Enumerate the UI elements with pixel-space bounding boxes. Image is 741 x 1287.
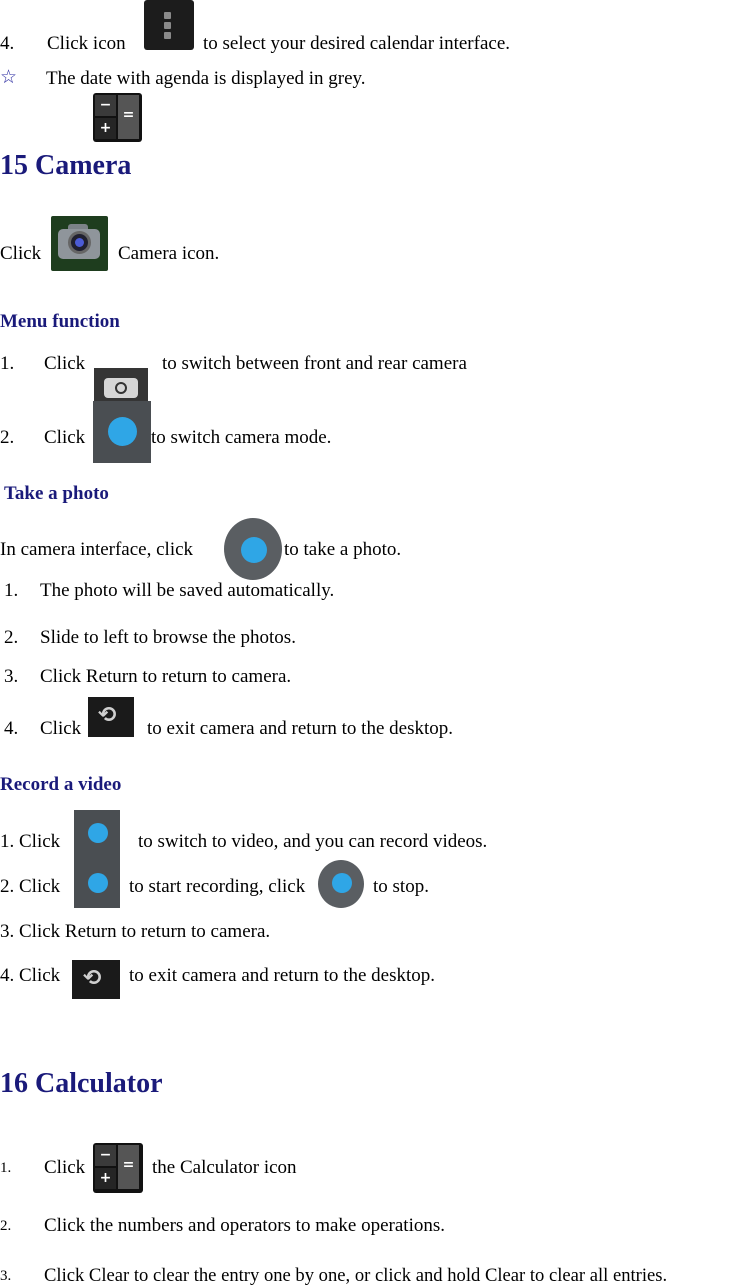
step-text: Click [44,353,86,374]
step-number: 4. [0,33,15,54]
intro-text: to take a photo. [284,539,402,560]
calculator-icon [93,93,142,142]
step-text: the Calculator icon [152,1157,297,1178]
step-text: 4. Click [0,965,61,986]
record-start-icon [74,860,120,908]
camera-app-icon [51,216,108,271]
note-text: The date with agenda is displayed in grey. [46,68,366,89]
minus-glyph: − [95,95,116,116]
step-text: Click [40,718,82,739]
intro-text: In camera interface, click [0,539,194,560]
step-text: to switch camera mode. [151,427,332,448]
step-text: Click [44,1157,86,1178]
switch-camera-icon [94,368,148,404]
step-text: to exit camera and return to the desktop. [147,718,454,739]
equals-glyph: = [118,1145,139,1189]
step-text: to start recording, click [129,876,306,897]
heading-menu-function: Menu function [0,311,120,332]
step-number: 2. [0,1218,12,1234]
step-number: 2. [4,627,19,648]
step-text: 3. Click Return to return to camera. [0,921,271,942]
step-text: to switch to video, and you can record videos. [138,831,488,852]
step-text: 2. Click [0,876,61,897]
step-text: The photo will be saved automatically. [40,580,335,601]
camera-mode-icon [93,401,151,463]
step-number: 3. [4,666,19,687]
step-text: Slide to left to browse the photos. [40,627,296,648]
step-text: to stop. [373,876,429,897]
minus-glyph: − [95,1145,116,1166]
plus-glyph: + [95,1168,116,1189]
star-icon: ☆ [0,67,18,88]
step-text: Click Clear to clear the entry one by one, or click and hold Clear to clear all entries. [44,1265,668,1286]
calculator-icon [93,1143,143,1193]
step-text: Click the numbers and operators to make operations. [44,1215,446,1236]
section-title-calculator: 16 Calculator [0,1068,163,1099]
step-number: 1. [4,580,19,601]
step-number: 3. [0,1268,12,1284]
step-text: 1. Click [0,831,61,852]
step-text: to exit camera and return to the desktop. [129,965,436,986]
step-number: 1. [0,353,15,374]
intro-text: Click [0,243,42,264]
menu-icon [144,0,194,50]
plus-glyph: + [95,118,116,139]
back-icon: ⟲ [88,697,134,737]
step-text: to switch between front and rear camera [162,353,467,374]
shutter-icon [224,518,282,580]
heading-take-photo: Take a photo [4,483,109,504]
record-stop-icon [318,860,364,908]
step-text: Click [44,427,86,448]
step-number: 4. [4,718,19,739]
section-title-camera: 15 Camera [0,150,132,181]
step-text: Click Return to return to camera. [40,666,292,687]
intro-text: Camera icon. [118,243,220,264]
step-text: Click icon [47,33,126,54]
step-text: to select your desired calendar interface. [203,33,511,54]
equals-glyph: = [118,95,139,139]
step-number: 2. [0,427,15,448]
back-icon: ⟲ [72,960,120,999]
video-mode-icon [74,810,120,860]
step-number: 1. [0,1160,12,1176]
heading-record-video: Record a video [0,774,122,795]
